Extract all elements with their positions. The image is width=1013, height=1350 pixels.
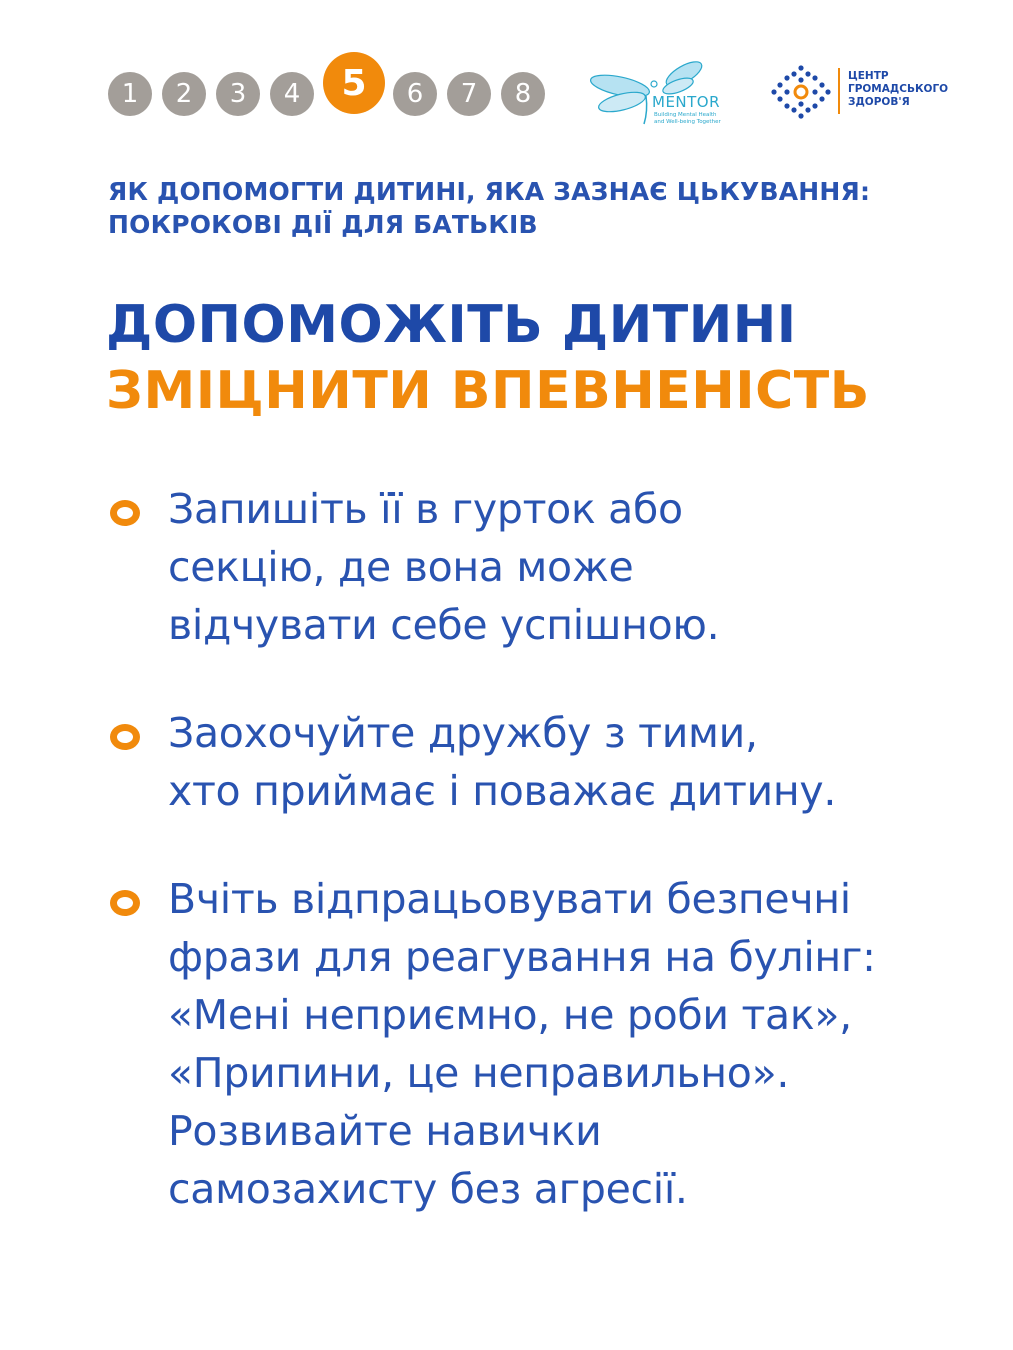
step-5-active: 5 [323, 52, 385, 114]
public-health-center-wordmark [848, 70, 948, 109]
list-item-line: самозахисту без агресії. [168, 1165, 688, 1213]
list-item-line: відчувати себе успішною. [168, 601, 720, 649]
subtitle-line-1: ЯК ДОПОМОГТИ ДИТИНІ, ЯКА ЗАЗНАЄ ЦЬКУВАННЯ: [108, 177, 871, 206]
cgz-line-2: ГРОМАДСЬКОГО [848, 83, 949, 95]
list-item-text [168, 480, 966, 654]
page-subtitle [108, 175, 908, 241]
step-3: 3 [216, 72, 260, 116]
cgz-line-3: ЗДОРОВ'Я [848, 96, 910, 108]
page-title [106, 292, 986, 424]
bullet-ring-icon [110, 724, 140, 750]
step-6: 6 [393, 72, 437, 116]
list-item-line: Розвивайте навички [168, 1107, 602, 1155]
list-item-text [168, 870, 966, 1218]
bullet-ring-icon [110, 890, 140, 916]
subtitle-line-2: ПОКРОКОВІ ДІЇ ДЛЯ БАТЬКІВ [108, 210, 538, 239]
step-2: 2 [162, 72, 206, 116]
list-item-line: Запишіть її в гурток або [168, 485, 683, 533]
title-line-2: ЗМІЦНИТИ ВПЕВНЕНІСТЬ [106, 361, 870, 421]
cross-dots-icon [770, 64, 832, 120]
mentor-tagline [654, 112, 744, 126]
list-item [106, 704, 966, 820]
list-item-text [168, 704, 966, 820]
cgz-line-1: ЦЕНТР [848, 70, 889, 82]
step-7: 7 [447, 72, 491, 116]
mentor-tagline-2: and Well-being Together [654, 119, 721, 125]
list-item-line: Вчіть відпрацьовувати безпечні [168, 875, 851, 923]
list-item-line: Заохочуйте дружбу з тими, [168, 709, 758, 757]
step-4: 4 [270, 72, 314, 116]
step-indicator [108, 52, 568, 122]
step-8: 8 [501, 72, 545, 116]
list-item-line: фрази для реагування на булінг: [168, 933, 876, 981]
list-item-line: секцію, де вона може [168, 543, 634, 591]
step-1: 1 [108, 72, 152, 116]
list-item [106, 480, 966, 654]
list-item-line: «Мені неприємно, не роби так», [168, 991, 852, 1039]
list-item [106, 870, 966, 1218]
logo-divider [838, 68, 840, 114]
public-health-center-logo [770, 64, 950, 124]
mentor-tagline-1: Building Mental Health [654, 112, 717, 118]
advice-list [106, 480, 966, 1268]
mentor-wordmark: MENTOR [652, 93, 721, 111]
bullet-ring-icon [110, 500, 140, 526]
list-item-line: «Припини, це неправильно». [168, 1049, 790, 1097]
list-item-line: хто приймає і поважає дитину. [168, 767, 837, 815]
mentor-logo [588, 56, 738, 130]
title-line-1: ДОПОМОЖІТЬ ДИТИНІ [106, 295, 797, 355]
